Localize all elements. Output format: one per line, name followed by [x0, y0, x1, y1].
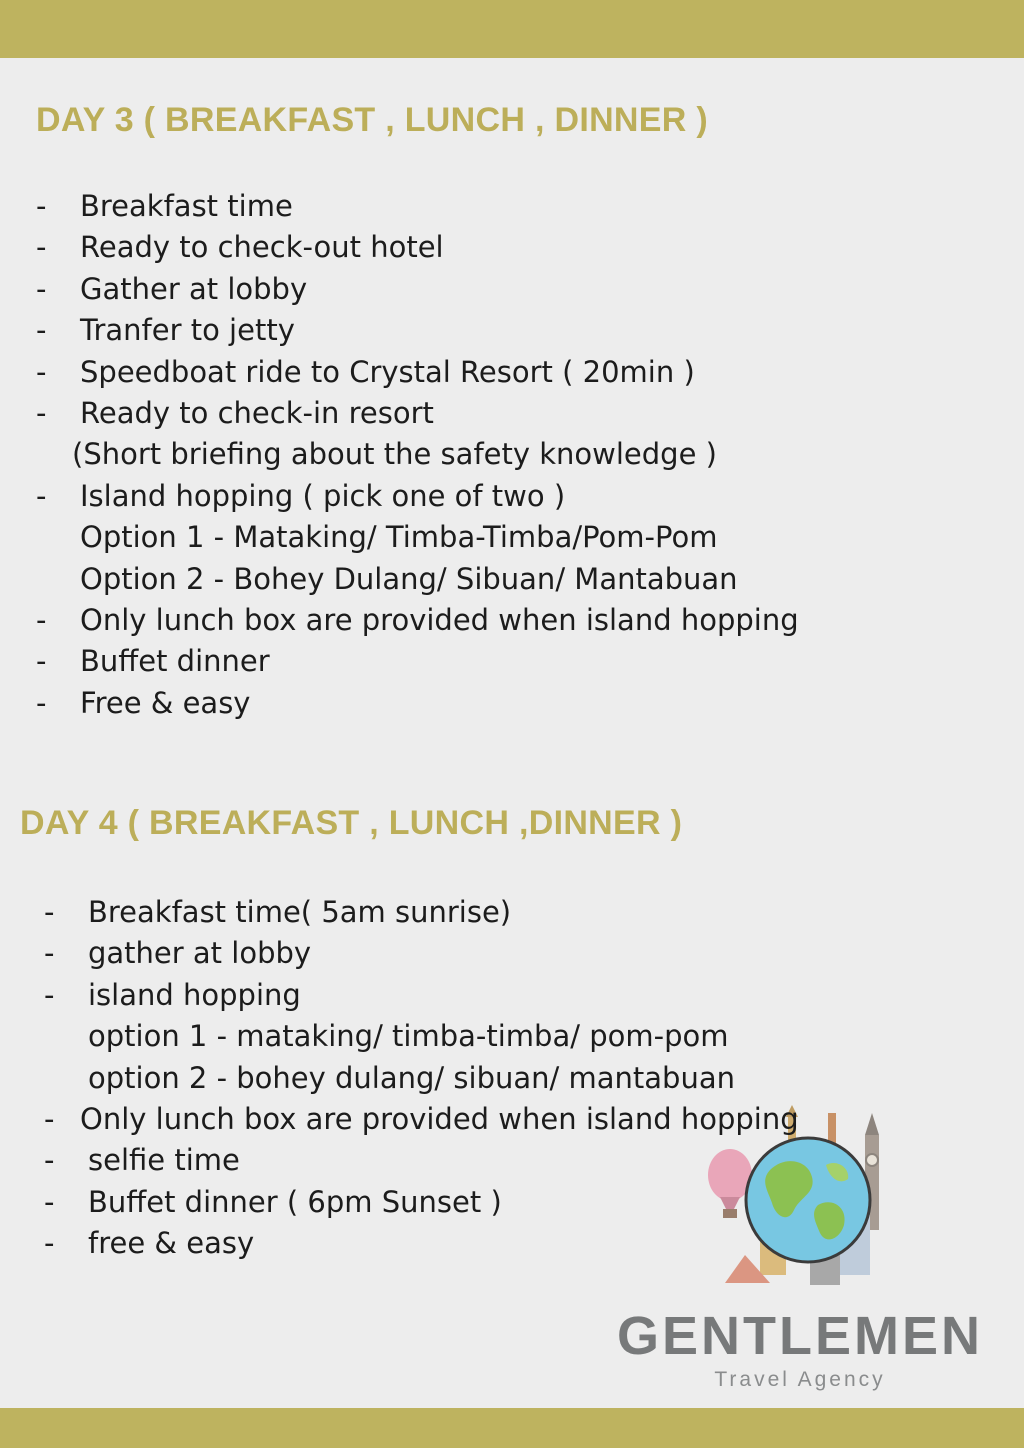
bottom-band	[0, 1408, 1024, 1448]
dash: -	[36, 478, 47, 513]
item-text: Option 2 - Bohey Dulang/ Sibuan/ Mantabuan	[80, 561, 738, 596]
item-text: option 2 - bohey dulang/ sibuan/ mantabuan	[88, 1060, 735, 1095]
dash: -	[36, 354, 47, 389]
item-text: island hopping	[88, 977, 301, 1012]
item-text: Option 1 - Mataking/ Timba-Timba/Pom-Pom	[80, 520, 718, 555]
dash: -	[44, 1101, 55, 1136]
item-text: Breakfast time( 5am sunrise)	[88, 895, 512, 929]
dash: -	[44, 977, 55, 1012]
brand-tagline: Travel Agency	[714, 1368, 886, 1391]
dash: -	[36, 230, 47, 265]
item-text: free & easy	[88, 1226, 255, 1261]
item-text: Buffet dinner	[80, 644, 270, 679]
dash: -	[44, 895, 55, 929]
day3-heading: DAY 3 ( BREAKFAST , LUNCH , DINNER )	[36, 101, 708, 139]
company-logo	[600, 1100, 1000, 1400]
item-text: Only lunch box are provided when island hopping	[80, 1101, 799, 1136]
dash: -	[44, 1226, 55, 1261]
item-text: Ready to check-out hotel	[80, 230, 444, 265]
item-text: Buffet dinner ( 6pm Sunset )	[88, 1184, 502, 1219]
top-band	[0, 0, 1024, 58]
item-text: (Short briefing about the safety knowledge )	[72, 437, 717, 472]
item-text: selfie time	[88, 1143, 240, 1178]
dash: -	[36, 189, 47, 223]
day4-heading: DAY 4 ( BREAKFAST , LUNCH ,DINNER )	[20, 804, 683, 842]
item-text: Ready to check-in resort	[80, 395, 434, 430]
dash: -	[44, 1143, 55, 1178]
dash: -	[36, 602, 47, 637]
item-text: Only lunch box are provided when island hopping	[80, 602, 799, 637]
item-text: gather at lobby	[88, 936, 312, 971]
dash: -	[36, 313, 47, 348]
item-text: Tranfer to jetty	[80, 313, 295, 348]
dash: -	[44, 1184, 55, 1219]
brand-name: GENTLEMEN	[616, 1306, 983, 1366]
item-text: Free & easy	[80, 685, 251, 720]
item-text: Gather at lobby	[80, 271, 308, 306]
item-text: Island hopping ( pick one of two )	[80, 478, 566, 513]
item-text: Speedboat ride to Crystal Resort ( 20min )	[80, 354, 695, 389]
dash: -	[36, 395, 47, 430]
item-text: Breakfast time	[80, 189, 293, 223]
dash: -	[44, 936, 55, 971]
item-text: option 1 - mataking/ timba-timba/ pom-pom	[88, 1019, 729, 1054]
dash: -	[36, 271, 47, 306]
dash: -	[36, 685, 47, 720]
dash: -	[36, 644, 47, 679]
